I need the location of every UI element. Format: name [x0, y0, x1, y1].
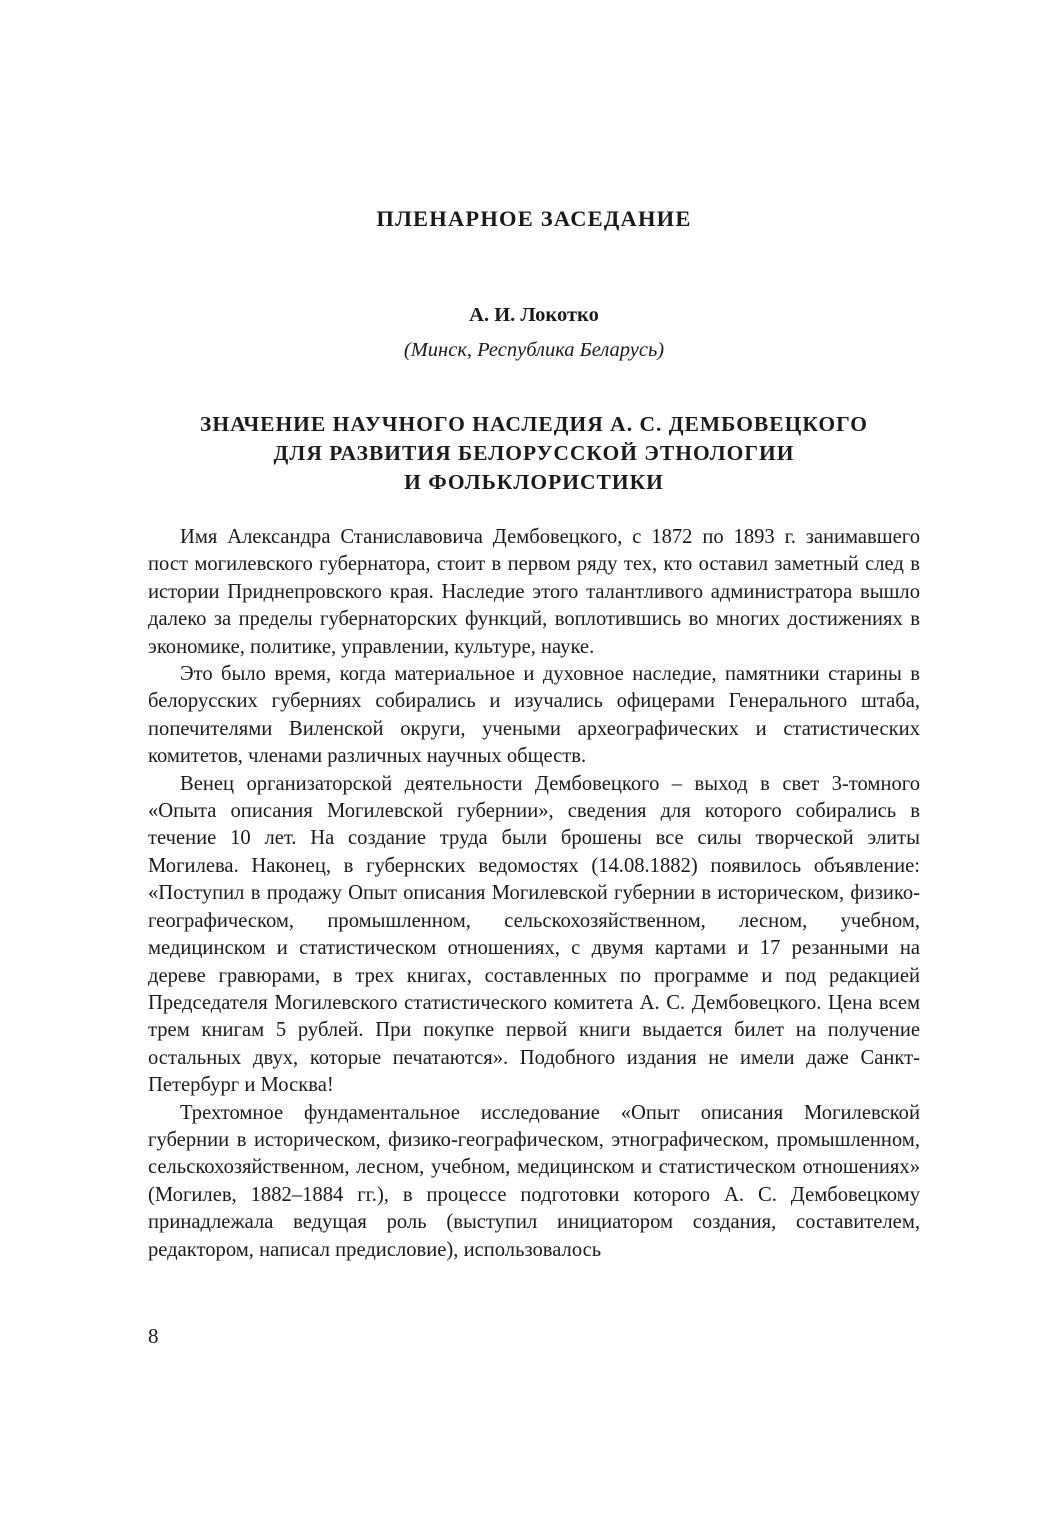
article-body [148, 524, 920, 1264]
paragraph: Трехтомное фундаментальное исследование «Опыт описания Могилевской губернии в историческом, физико-географическом, этнографическом, промышленном, сельскохозяйственном, лесном, учебном, медицинском и статистическом отношениях» (Могилев, 1882–1884 гг.), в процессе подготовки которого А. С. Дембовецкому принадлежала ведущая роль (выступил инициатором создания, составителем, редактором, написал предисловие), использовалось [148, 1101, 920, 1261]
paragraph: Это было время, когда материальное и духовное наследие, памятники старины в белорусских губерниях собирались и изучались офицерами Генерального штаба, попечителями Виленской округи, учеными археографических и статистических комитетов, членами различных научных обществ. [148, 663, 920, 768]
article-title-line: И ФОЛЬКЛОРИСТИКИ [404, 470, 664, 494]
article-title-line: ДЛЯ РАЗВИТИЯ БЕЛОРУССКОЙ ЭТНОЛОГИИ [273, 441, 795, 465]
section-heading: ПЛЕНАРНОЕ ЗАСЕДАНИЕ [376, 206, 692, 231]
article-title-line: ЗНАЧЕНИЕ НАУЧНОГО НАСЛЕДИЯ А. С. ДЕМБОВЕЦКОГО [200, 412, 868, 436]
page-number: 8 [148, 1324, 159, 1348]
author-affiliation: (Минск, Республика Беларусь) [403, 339, 665, 361]
author-name: А. И. Локотко [469, 304, 599, 326]
document-page [148, 0, 920, 1530]
paragraph: Венец организаторской деятельности Дембовецкого – выход в свет 3-томного «Опыта описания Могилевской губернии», сведения для которого собирались в течение 10 лет. На создание труда были брошены все силы творческой элиты Могилева. Наконец, в губернских ведомостях (14.08.1882) появилось объявление: «Поступил в продажу Опыт описания Могилевской губернии в историческом, физико-географическом, промышленном, сельскохозяйственном, лесном, учебном, медицинском и статистическом отношениях, с двумя картами и 17 резанными на дереве гравюрами, в трех книгах, составленных по программе и под редакцией Председателя Могилевского статистического комитета А. С. Дембовецкого. Цена всем трем книгам 5 рублей. При покупке первой книги выдается билет на получение остальных двух, которые печатаются». Подобного издания не имели даже Санкт-Петербург и Москва! [148, 772, 920, 1097]
paragraph: Имя Александра Станиславовича Дембовецкого, с 1872 по 1893 г. занимавшего пост могилевского губернатора, стоит в первом ряду тех, кто оставил заметный след в истории Приднепровского края. Наследие этого талантливого администратора вышло далеко за пределы губернаторских функций, воплотившись во многих достижениях в экономике, политике, управлении, культуре, науке. [148, 526, 920, 658]
article-title [148, 410, 920, 497]
